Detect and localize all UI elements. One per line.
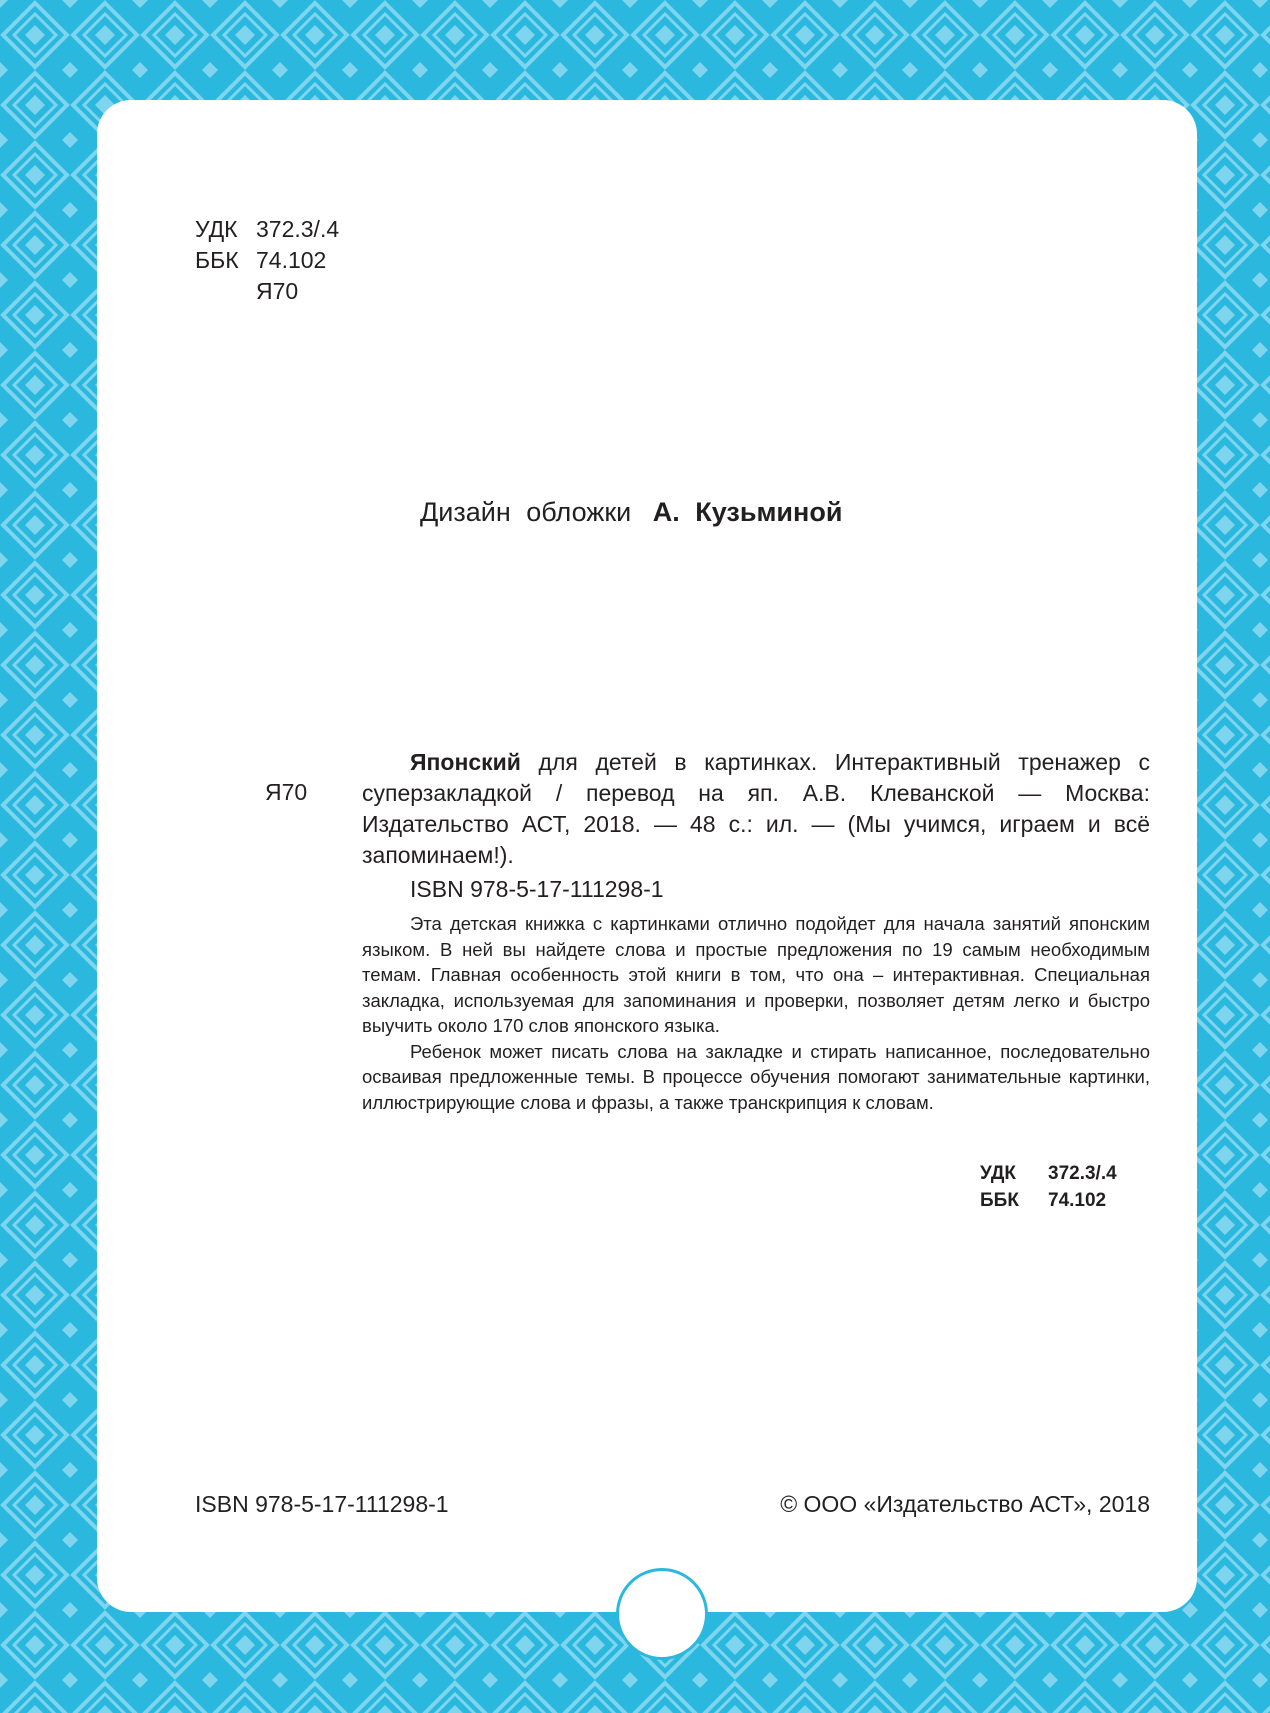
author-mark: Я70 <box>256 278 299 304</box>
cover-designer-name: А. Кузьминой <box>652 497 843 527</box>
bbk-label-bottom: ББК <box>980 1190 1019 1211</box>
bbk-value: 74.102 <box>256 247 327 273</box>
annotation <box>362 911 1150 1115</box>
bbk-row-bottom <box>980 1187 1117 1214</box>
bbk-value-bottom: 74.102 <box>1048 1190 1107 1211</box>
annotation-paragraph-1: Эта детская книжка с картинками отлично подойдет для начала занятий японским языком. В ней вы найдете слова и простые предложения по 19 самым необходимым темам. Главная особенность этой книги в том, что она – интерактивная. Специальная закладка, используемая для запоминания и проверки, позволяет детям легко и быстро выучить около 170 слов японского языка. <box>362 913 1150 1036</box>
biblio-isbn: ISBN 978-5-17-111298-1 <box>410 876 664 902</box>
book-title: Японский <box>410 749 521 775</box>
bbk-row <box>195 245 339 276</box>
classification-index-bottom <box>980 1160 1117 1214</box>
bbk-label: ББК <box>195 247 239 273</box>
udk-row <box>195 214 339 245</box>
udk-row-bottom <box>980 1160 1117 1187</box>
annotation-paragraph-2: Ребенок может писать слова на закладке и стирать написанное, последовательно осваивая предложенные темы. В процессе обучения помогают занимательные картинки, иллюстрирующие слова и фразы, а также транскрипция к словам. <box>362 1040 1150 1113</box>
udk-label: УДК <box>195 216 238 242</box>
udk-label-bottom: УДК <box>980 1163 1016 1184</box>
classification-index-top <box>195 214 339 307</box>
cover-design-credit <box>420 497 842 528</box>
footer-isbn: ISBN 978-5-17-111298-1 <box>195 1491 449 1517</box>
udk-value-bottom: 372.3/.4 <box>1048 1163 1117 1184</box>
biblio-author-mark: Я70 <box>265 779 308 805</box>
cover-design-prefix: Дизайн обложки <box>420 497 632 527</box>
bibliographic-description <box>362 747 1150 871</box>
page-number-circle <box>616 1568 708 1660</box>
biblio-text: для детей в картинках. Интерактивный тренажер с суперзакладкой / перевод на яп. А.В. Клеванской — Москва: Издательство АСТ, 2018. — 48 с.: ил. — (Мы учимся, играем и всё запоминаем!). <box>362 749 1150 868</box>
udk-value: 372.3/.4 <box>256 216 340 242</box>
copyright-notice: © ООО «Издательство АСТ», 2018 <box>780 1491 1150 1517</box>
